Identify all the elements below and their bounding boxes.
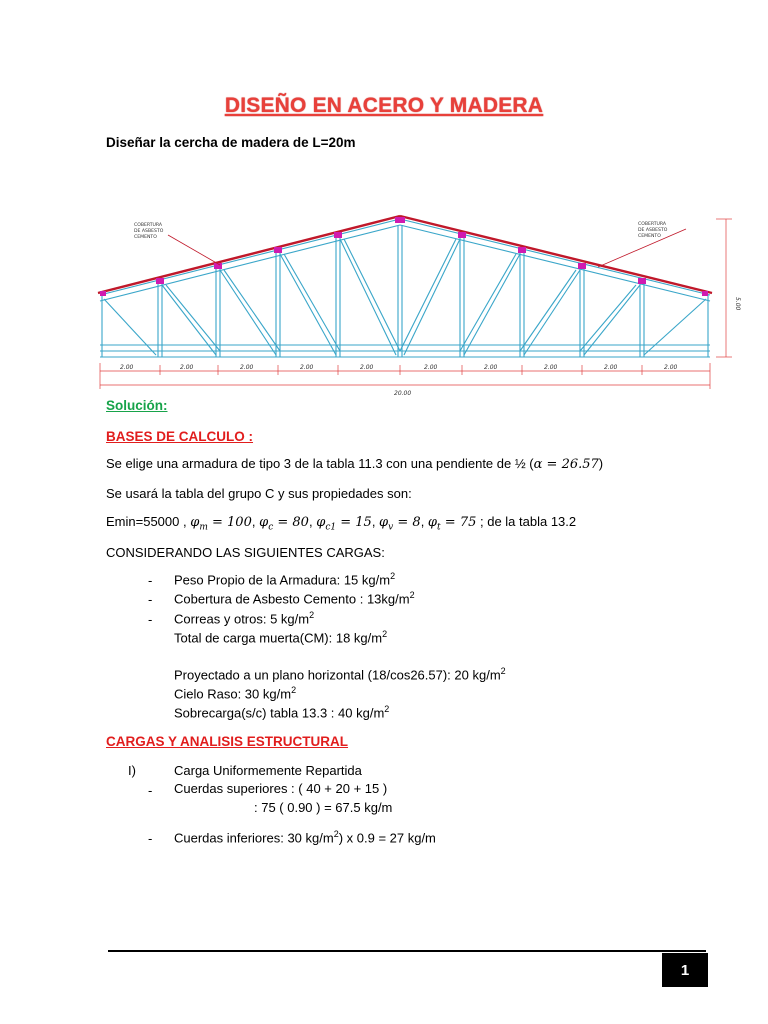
span-label: 2.00 bbox=[300, 364, 314, 371]
load-item: Correas y otros: 5 $kg/m^2$ bbox=[174, 610, 315, 627]
prop-phi-c1: $\varphi_{c1} = 15$ bbox=[316, 515, 372, 533]
span-label: 2.00 bbox=[120, 364, 134, 371]
span-label: 2.00 bbox=[240, 364, 254, 371]
height-label: 5.00 bbox=[734, 297, 741, 311]
covering-labels bbox=[134, 221, 668, 240]
section-title: Carga Uniformemente Repartida bbox=[174, 763, 362, 778]
section-number: I) bbox=[128, 763, 136, 778]
span-label: 2.00 bbox=[180, 364, 194, 371]
span-label: 2.00 bbox=[664, 364, 678, 371]
bullet-dash: - bbox=[148, 573, 153, 588]
upper-chord-result: : 75 ( 0.90 ) = 67.5 kg/m bbox=[254, 800, 393, 815]
armadura-line: Se elige una armadura de tipo 3 de la tabla 11.3 con una pendiente de ½ (α = 26.57) bbox=[106, 456, 604, 472]
bullet-dash: - bbox=[148, 783, 153, 798]
label-left-2: DE ASBESTO bbox=[134, 229, 164, 234]
span-label: 2.00 bbox=[484, 364, 498, 371]
span-label: 2.00 bbox=[604, 364, 618, 371]
load-item: Cobertura de Asbesto Cemento : $13kg/m^2$ bbox=[174, 590, 415, 607]
dimension-lines bbox=[100, 219, 732, 389]
total-dead-load: Total de carga muerta(CM): 18 $kg/m^2$ bbox=[174, 629, 388, 646]
label-right-1: COBERTURA bbox=[638, 222, 667, 227]
sobrecarga-load: Sobrecarga(s/c) tabla 13.3 : 40 $kg/m^2$ bbox=[174, 704, 390, 721]
span-label: 2.00 bbox=[544, 364, 558, 371]
connection-markers bbox=[100, 217, 708, 296]
truss-drawing bbox=[90, 205, 740, 400]
label-right-2: DE ASBESTO bbox=[638, 228, 668, 233]
bullet-dash: - bbox=[148, 831, 153, 846]
loads-heading: CONSIDERANDO LAS SIGUIENTES CARGAS: bbox=[106, 545, 385, 560]
load-item: Peso Propio de la Armadura: 15 $kg/m^2$ bbox=[174, 571, 396, 588]
label-leaders bbox=[168, 229, 686, 267]
dimension-labels bbox=[120, 297, 741, 397]
roof-covering bbox=[98, 216, 712, 293]
properties-line: Emin=55000 , $\varphi_m = 100$, $\varphi_c = 80$, $\varphi_{c1} = 15$, $\varphi_v = 8$, $\varphi_t = 75$ ; de la tabla 13.2 bbox=[106, 514, 577, 533]
truss-frame bbox=[100, 219, 710, 357]
bases-heading: BASES DE CALCULO : bbox=[106, 429, 254, 444]
prop-phi-m: $\varphi_m = 100$ bbox=[190, 515, 252, 533]
page-number: 1 bbox=[662, 953, 708, 987]
label-left-3: CEMENTO bbox=[134, 235, 157, 240]
label-right-3: CEMENTO bbox=[638, 234, 661, 239]
label-left-1: COBERTURA bbox=[134, 223, 163, 228]
tabla-line: Se usará la tabla del grupo C y sus propiedades son: bbox=[106, 486, 412, 501]
total-length-label: 20.00 bbox=[394, 390, 412, 397]
span-label: 2.00 bbox=[360, 364, 374, 371]
page-title: DISEÑO EN ACERO Y MADERA bbox=[224, 94, 544, 117]
bullet-dash: - bbox=[148, 612, 153, 627]
analysis-heading: CARGAS Y ANALISIS ESTRUCTURAL bbox=[106, 734, 349, 749]
cielo-raso-load: Cielo Raso: 30 $kg/m^2$ bbox=[174, 685, 297, 702]
solution-heading: Solución: bbox=[106, 398, 168, 413]
prop-phi-t: $\varphi_t = 75$ bbox=[427, 515, 477, 533]
projected-load: Proyectado a un plano horizontal (18/cos26.57): 20 $kg/m^2$ bbox=[174, 666, 506, 683]
footer-rule bbox=[108, 950, 706, 952]
span-label: 2.00 bbox=[424, 364, 438, 371]
upper-chord-load: Cuerdas superiores : ( 40 + 20 + 15 ) bbox=[174, 781, 388, 796]
bullet-dash: - bbox=[148, 592, 153, 607]
problem-statement: Diseñar la cercha de madera de L=20m bbox=[106, 135, 356, 150]
prop-phi-v: $\varphi_v = 8$ bbox=[379, 515, 421, 533]
prop-phi-c: $\varphi_c = 80$ bbox=[259, 515, 309, 533]
lower-chord-load: Cuerdas inferiores: 30 $kg/m^2$) x 0.9 = 27 kg/m bbox=[174, 829, 436, 846]
